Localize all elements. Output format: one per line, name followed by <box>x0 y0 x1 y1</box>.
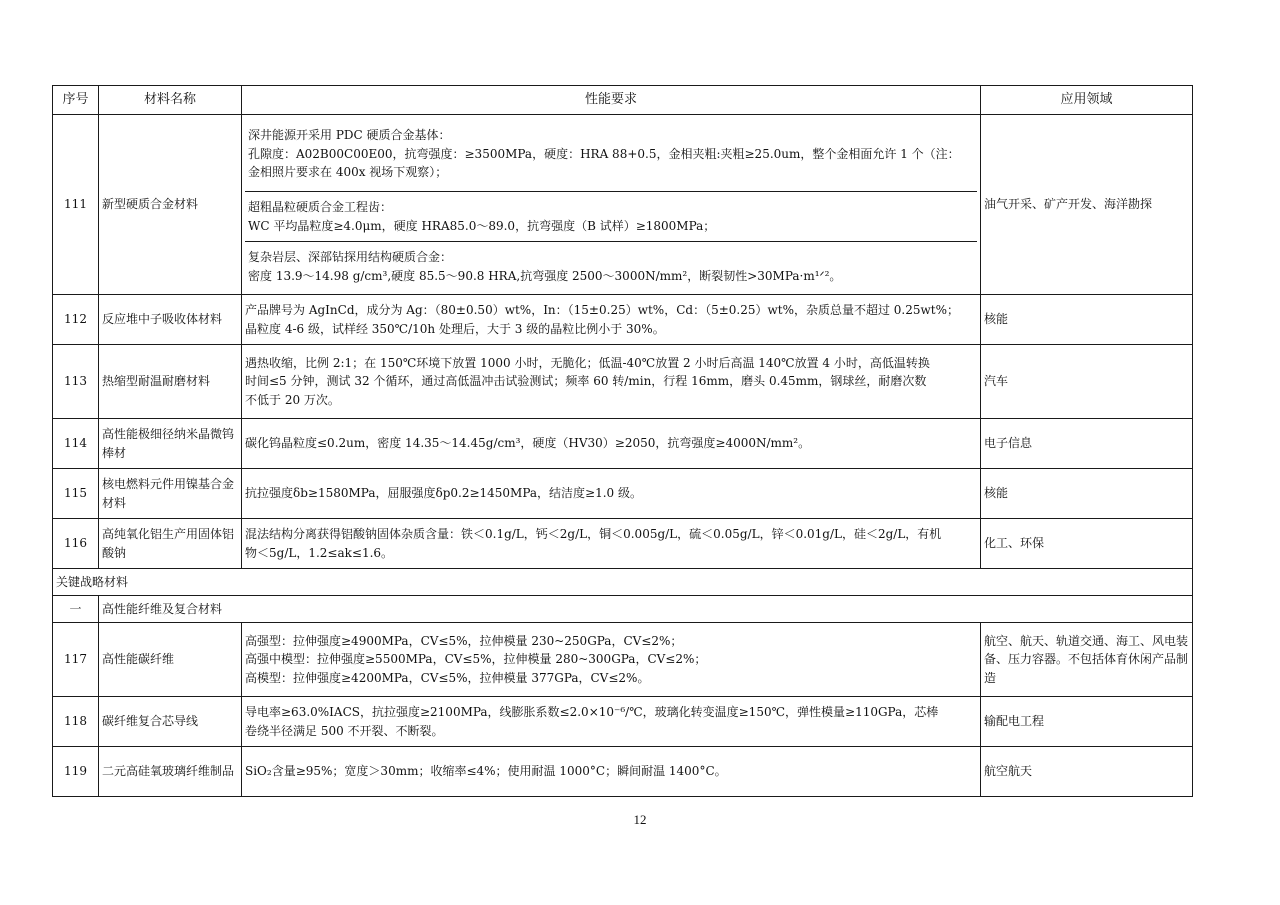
table-header-row <box>53 86 1193 115</box>
row-application: 化工、环保 <box>981 519 1193 569</box>
req-line: 碳化钨晶粒度≤0.2um，密度 14.35～14.45g/cm³，硬度（HV30）≥2050，抗弯强度≥4000N/mm²。 <box>245 436 811 451</box>
row-no: 119 <box>53 747 99 797</box>
req-line: 晶粒度 4-6 级，试样经 350℃/10h 处理后，大于 3 级的晶粒比例小于 30%。 <box>245 321 665 336</box>
req-line: SiO₂含量≥95%；宽度＞30mm；收缩率≤4%；使用耐温 1000°C；瞬间耐温 1400°C。 <box>245 764 727 779</box>
row-no: 111 <box>53 115 99 295</box>
section-title: 关键战略材料 <box>53 569 1193 596</box>
req-line: 抗拉强度δb≥1580MPa，屈服强度δp0.2≥1450MPa，结洁度≥1.0 级。 <box>245 486 642 501</box>
row-requirements <box>242 295 981 345</box>
table-row <box>53 519 1193 569</box>
req-line: 超粗晶粒硬质合金工程齿： <box>248 199 393 214</box>
row-material-name: 热缩型耐温耐磨材料 <box>99 345 242 419</box>
header-requirements: 性能要求 <box>242 86 981 115</box>
row-requirements <box>242 747 981 797</box>
row-material-name: 二元高硅氧玻璃纤维制品 <box>99 747 242 797</box>
row-application: 油气开采、矿产开发、海洋勘探 <box>981 115 1193 295</box>
table-row <box>53 419 1193 469</box>
row-application: 电子信息 <box>981 419 1193 469</box>
row-no: 113 <box>53 345 99 419</box>
req-line: 产品牌号为 AgInCd，成分为 Ag：（80±0.50）wt%，In：（15±0.25）wt%，Cd：（5±0.25）wt%，杂质总量不超过 0.25wt%； <box>245 302 960 317</box>
req-line: 高强型：拉伸强度≥4900MPa，CV≤5%，拉伸模量 230~250GPa，CV≤2%； <box>245 633 683 648</box>
req-line: 复杂岩层、深部钻探用结构硬质合金： <box>248 250 453 265</box>
row-material-name: 核电燃料元件用镍基合金材料 <box>99 469 242 519</box>
header-name: 材料名称 <box>99 86 242 115</box>
table-row <box>53 623 1193 697</box>
row-application: 核能 <box>981 295 1193 345</box>
req-line: 高强中模型：拉伸强度≥5500MPa，CV≤5%，拉伸模量 280~300GPa，CV≤2%； <box>245 652 707 667</box>
header-no: 序号 <box>53 86 99 115</box>
row-requirements <box>242 697 981 747</box>
subsection-title: 高性能纤维及复合材料 <box>99 596 1193 623</box>
row-application: 核能 <box>981 469 1193 519</box>
row-material-name: 新型硬质合金材料 <box>99 115 242 295</box>
materials-table <box>52 85 1193 797</box>
req-line: 不低于 20 万次。 <box>245 392 340 407</box>
row-requirements <box>242 345 981 419</box>
row-requirements <box>242 419 981 469</box>
section-row <box>53 569 1193 596</box>
page-number: 12 <box>633 812 647 827</box>
table-row <box>53 345 1193 419</box>
req-line: 遇热收缩，比例 2:1；在 150℃环境下放置 1000 小时，无脆化；低温-40℃放置 2 小时后高温 140℃放置 4 小时，高低温转换 <box>245 355 930 370</box>
row-application: 航空航天 <box>981 747 1193 797</box>
row-material-name: 高性能碳纤维 <box>99 623 242 697</box>
row-material-name: 碳纤维复合芯导线 <box>99 697 242 747</box>
row-material-name: 高性能极细径纳米晶微钨棒材 <box>99 419 242 469</box>
req-line: 孔隙度：A02B00C00E00，抗弯强度：≥3500MPa，硬度：HRA 88+0.5，金相夹粗:夹粗≥25.0um，整个金相面允许 1 个（注： <box>248 146 960 161</box>
row-requirements <box>242 519 981 569</box>
row-no: 116 <box>53 519 99 569</box>
req-line: 时间≤5 分钟，测试 32 个循环，通过高低温冲击试验测试；频率 60 转/min，行程 16mm，磨头 0.45mm，钢球丝，耐磨次数 <box>245 374 927 389</box>
table-row <box>53 697 1193 747</box>
req-line: 物＜5g/L，1.2≤ak≤1.6。 <box>245 545 394 560</box>
table-row <box>53 747 1193 797</box>
subsection-row <box>53 596 1193 623</box>
req-line: 卷绕半径满足 500 不开裂、不断裂。 <box>245 723 444 738</box>
row-no: 112 <box>53 295 99 345</box>
req-line: 混法结构分离获得铝酸钠固体杂质含量：铁＜0.1g/L，钙＜2g/L，铜＜0.005g/L，硫＜0.05g/L，锌＜0.01g/L，硅＜2g/L，有机 <box>245 526 942 541</box>
row-requirements <box>242 469 981 519</box>
row-material-name: 高纯氧化铝生产用固体铝酸钠 <box>99 519 242 569</box>
table-row <box>53 469 1193 519</box>
req-line: WC 平均晶粒度≥4.0μm，硬度 HRA85.0～89.0，抗弯强度（B 试样）≥1800MPa； <box>248 218 716 233</box>
req-line: 高模型：拉伸强度≥4200MPa，CV≤5%，拉伸模量 377GPa，CV≤2%。 <box>245 670 650 685</box>
row-application: 汽车 <box>981 345 1193 419</box>
row-no: 115 <box>53 469 99 519</box>
subsection-no: 一 <box>53 596 99 623</box>
table-row <box>53 115 1193 295</box>
req-line: 金相照片要求在 400x 视场下观察）； <box>248 165 448 180</box>
req-line: 密度 13.9～14.98 g/cm³,硬度 85.5～90.8 HRA,抗弯强度 2500～3000N/mm²，断裂韧性>30MPa·m¹ᐟ²。 <box>248 269 842 283</box>
row-requirements <box>242 623 981 697</box>
row-requirements <box>242 115 981 295</box>
row-no: 114 <box>53 419 99 469</box>
row-no: 118 <box>53 697 99 747</box>
req-line: 导电率≥63.0%IACS，抗拉强度≥2100MPa，线膨胀系数≤2.0×10⁻⁶/℃，玻璃化转变温度≥150℃，弹性模量≥110GPa，芯棒 <box>245 704 939 719</box>
row-application: 输配电工程 <box>981 697 1193 747</box>
table-row <box>53 295 1193 345</box>
req-line: 深井能源开采用 PDC 硬质合金基体： <box>248 128 451 143</box>
row-application: 航空、航天、轨道交通、海工、风电装备、压力容器。不包括体育休闲产品制造 <box>981 623 1193 697</box>
row-no: 117 <box>53 623 99 697</box>
row-material-name: 反应堆中子吸收体材料 <box>99 295 242 345</box>
header-application: 应用领域 <box>981 86 1193 115</box>
